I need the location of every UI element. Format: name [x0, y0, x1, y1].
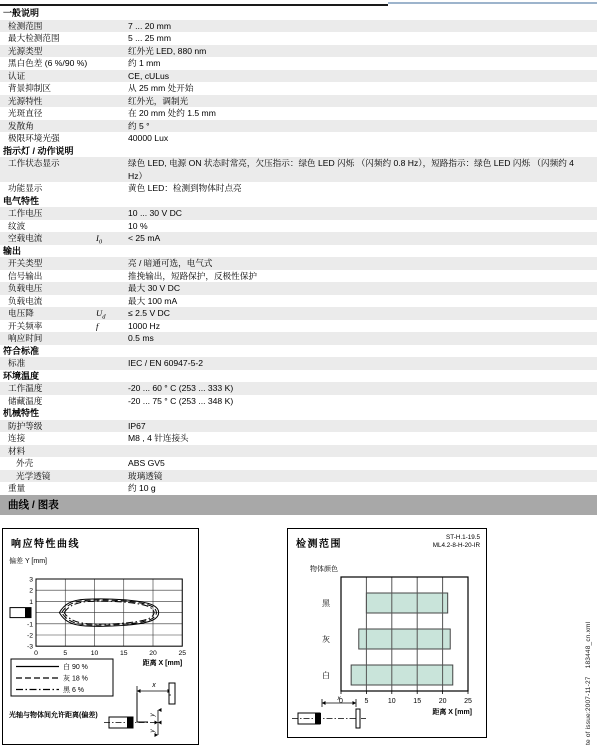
y-tick-label: -3	[26, 643, 33, 651]
spec-row	[0, 107, 597, 120]
spec-row	[0, 132, 597, 145]
spec-value: 1000 Hz	[128, 320, 161, 331]
spec-row	[0, 282, 597, 295]
spec-value: < 25 mA	[128, 233, 161, 243]
spec-section-header: 机械特性	[3, 408, 40, 418]
spec-label: 响应时间	[8, 333, 43, 343]
spec-row	[0, 270, 597, 283]
spec-row	[0, 220, 597, 233]
spec-label: 重量	[8, 483, 26, 493]
x-tick-label: 20	[438, 698, 447, 705]
model-code-line: ML4.2-8-H-20-IR	[432, 542, 480, 549]
chart-caption: 光轴与物体间允许距离(偏差)	[9, 712, 98, 719]
spec-label: 工作温度	[8, 383, 43, 393]
spec-label: 电压降	[8, 308, 34, 318]
spec-value: 红外光，调制光	[128, 95, 189, 106]
spec-value: 亮 / 暗通可选，电气式	[128, 258, 213, 268]
spec-label: 连接	[8, 433, 26, 443]
spec-row	[0, 307, 597, 320]
range-bar	[366, 593, 447, 613]
spec-row	[0, 45, 597, 58]
legend-label: 白 90 %	[63, 664, 88, 671]
spec-row	[0, 120, 597, 133]
spec-label: 工作电压	[8, 208, 43, 218]
spec-row	[0, 432, 597, 445]
spec-label: 信号输出	[8, 270, 43, 281]
x-tick-label: 10	[387, 698, 396, 705]
spec-row	[0, 457, 597, 470]
spec-row	[0, 182, 597, 195]
spec-section-header: 一般说明	[3, 8, 40, 18]
spec-label: 光斑直径	[8, 108, 43, 118]
document-id-vertical-text: te of issue:2007-11-27 183448_cn.xml	[585, 621, 592, 745]
spec-label: 黑白色差 (6 %/90 %)	[8, 58, 88, 68]
spec-label: 发散角	[8, 120, 34, 131]
spec-label: 开关频率	[8, 320, 43, 331]
spec-value: ≤ 2.5 V DC	[128, 308, 170, 318]
spec-label: 背景抑制区	[8, 83, 51, 93]
category-label: 黑	[322, 599, 330, 608]
detection-range-chart	[288, 529, 484, 735]
y-tick-label: 1	[29, 598, 33, 606]
spec-row	[0, 20, 597, 33]
spec-value: 40000 Lux	[128, 133, 169, 143]
x-tick-label: 0	[34, 650, 38, 658]
spec-label: 负载电压	[8, 283, 43, 293]
x-tick-label: 5	[364, 698, 369, 705]
dim-label-x: x	[337, 695, 341, 702]
spec-value: 0.5 ms	[128, 333, 154, 343]
x-axis-label: 距离 X [mm]	[142, 660, 183, 668]
model-code-line: ST-H.1-19.5	[446, 534, 480, 541]
response-curve-title: 响应特性曲线	[11, 539, 80, 550]
y-tick-label: 2	[29, 587, 33, 595]
spec-label: 外壳	[16, 458, 34, 468]
response-curve-chart	[3, 529, 196, 742]
spec-value: 推挽输出，短路保护，反极性保护	[128, 270, 257, 281]
sensor-icon-head	[25, 608, 31, 618]
spec-label: 空载电流	[8, 233, 43, 243]
spec-label: 开关类型	[8, 258, 43, 268]
spec-label: 光学透镜	[16, 470, 51, 481]
top-rule	[0, 4, 388, 6]
spec-value: 红外光 LED, 880 nm	[128, 45, 207, 56]
spec-label: 极限环境光强	[8, 133, 60, 143]
y-tick-label: 3	[29, 576, 33, 584]
spec-section-header: 环境温度	[3, 370, 40, 381]
legend-label: 灰 18 %	[63, 675, 88, 683]
spec-label: 认证	[8, 70, 26, 81]
dim-label-x: x	[152, 682, 156, 689]
arrow-head	[137, 689, 141, 693]
x-tick-label: 15	[413, 698, 422, 705]
spec-value: 绿色 LED, 电源 ON 状态时常亮，欠压指示：绿色 LED 闪烁 （闪频约 0.8 Hz），短路指示：绿色 LED 闪烁 （闪频约 4 Hz）	[128, 158, 574, 181]
spec-label: 防护等级	[8, 420, 43, 431]
x-tick-label: 25	[178, 650, 187, 658]
spec-label: 检测范围	[8, 20, 43, 31]
spec-row	[0, 382, 597, 395]
spec-row	[0, 70, 597, 83]
spec-value: 在 20 mm 处约 1.5 mm	[128, 108, 216, 118]
spec-value: -20 ... 60 ° C (253 ... 333 K)	[128, 383, 234, 393]
spec-value: 最大 100 mA	[128, 295, 178, 306]
axis-top-label: 物体颜色	[310, 566, 338, 573]
spec-symbol: $I_0$	[96, 233, 103, 246]
spec-row	[0, 157, 597, 182]
x-tick-label: 20	[149, 650, 157, 658]
spec-row	[0, 82, 597, 95]
spec-symbol: f	[96, 320, 99, 331]
y-tick-label: -2	[26, 632, 33, 640]
spec-value: 约 5 °	[128, 120, 150, 131]
spec-row	[0, 395, 597, 408]
dim-label-y: y	[149, 729, 156, 733]
arrow-head	[353, 701, 357, 705]
spec-label: 负载电流	[8, 295, 43, 306]
spec-label: 工作状态显示	[8, 158, 60, 168]
spec-label: 功能显示	[8, 183, 43, 193]
x-tick-label: 0	[339, 698, 343, 705]
x-tick-label: 10	[90, 650, 99, 658]
spec-row	[0, 357, 597, 370]
spec-row	[0, 295, 597, 308]
y-axis-label: 偏差 Y [mm]	[9, 558, 47, 565]
spec-row	[0, 420, 597, 433]
charts-section-header: 曲线 / 图表	[0, 495, 597, 515]
range-bar	[359, 629, 450, 649]
spec-row	[0, 57, 597, 70]
spec-label: 光源类型	[8, 45, 43, 56]
spec-table	[0, 7, 597, 495]
spec-value: 从 25 mm 处开始	[128, 83, 194, 93]
model-codes	[433, 534, 480, 550]
spec-symbol: $U_d$	[96, 308, 106, 321]
spec-value: 5 ... 25 mm	[128, 33, 171, 43]
spec-value: 10 %	[128, 220, 148, 231]
spec-row	[0, 232, 597, 245]
arrow-head	[322, 701, 326, 705]
spec-value: 玻璃透镜	[128, 470, 163, 481]
spec-value: ABS GV5	[128, 458, 165, 468]
spec-row	[0, 32, 597, 45]
detection-range-panel	[287, 528, 487, 738]
spec-value: CE, cULus	[128, 70, 170, 81]
dim-label-y: y	[149, 713, 156, 717]
spec-value: IEC / EN 60947-5-2	[128, 358, 203, 368]
spec-row	[0, 320, 597, 333]
spec-value: -20 ... 75 ° C (253 ... 348 K)	[128, 395, 234, 406]
category-label: 灰	[322, 635, 330, 644]
x-axis-label: 距离 X [mm]	[432, 709, 472, 716]
spec-section-header: 符合标准	[3, 345, 40, 356]
spec-row	[0, 445, 597, 458]
target-plate	[169, 683, 175, 704]
spec-section-header: 指示灯 / 动作说明	[3, 145, 74, 156]
x-tick-label: 25	[464, 698, 472, 705]
spec-value: M8 , 4 针连接头	[128, 433, 189, 443]
spec-row	[0, 470, 597, 483]
category-label: 白	[322, 671, 330, 680]
spec-label: 储藏温度	[8, 395, 43, 406]
arrow-head	[155, 721, 159, 725]
spec-value: IP67	[128, 420, 146, 431]
spec-label: 材料	[8, 445, 26, 456]
detection-range-title: 检测范围	[296, 539, 342, 550]
x-tick-label: 5	[63, 650, 68, 658]
spec-row	[0, 257, 597, 270]
spec-value: 约 10 g	[128, 483, 156, 493]
spec-row	[0, 207, 597, 220]
spec-label: 最大检测范围	[8, 33, 60, 43]
spec-section-header: 电气特性	[3, 195, 40, 206]
spec-value: 黄色 LED：检测到物体时点亮	[128, 183, 242, 193]
arrow-head	[158, 721, 162, 725]
target-plate	[356, 709, 360, 728]
spec-label: 光源特性	[8, 95, 43, 106]
response-curve-panel	[2, 528, 199, 745]
spec-label: 纹波	[8, 220, 26, 231]
spec-row	[0, 482, 597, 495]
top-rule-accent	[388, 2, 597, 4]
spec-value: 约 1 mm	[128, 58, 161, 68]
spec-row	[0, 332, 597, 345]
y-tick-label: -1	[26, 621, 33, 629]
spec-value: 10 ... 30 V DC	[128, 208, 182, 218]
spec-row	[0, 95, 597, 108]
legend-label: 黑 6 %	[63, 687, 85, 694]
spec-value: 最大 30 V DC	[128, 283, 181, 293]
spec-section-header: 输出	[3, 245, 22, 256]
spec-label: 标准	[8, 358, 26, 368]
arrow-head	[158, 708, 162, 712]
x-tick-label: 15	[119, 650, 128, 658]
spec-value: 7 ... 20 mm	[128, 20, 171, 31]
